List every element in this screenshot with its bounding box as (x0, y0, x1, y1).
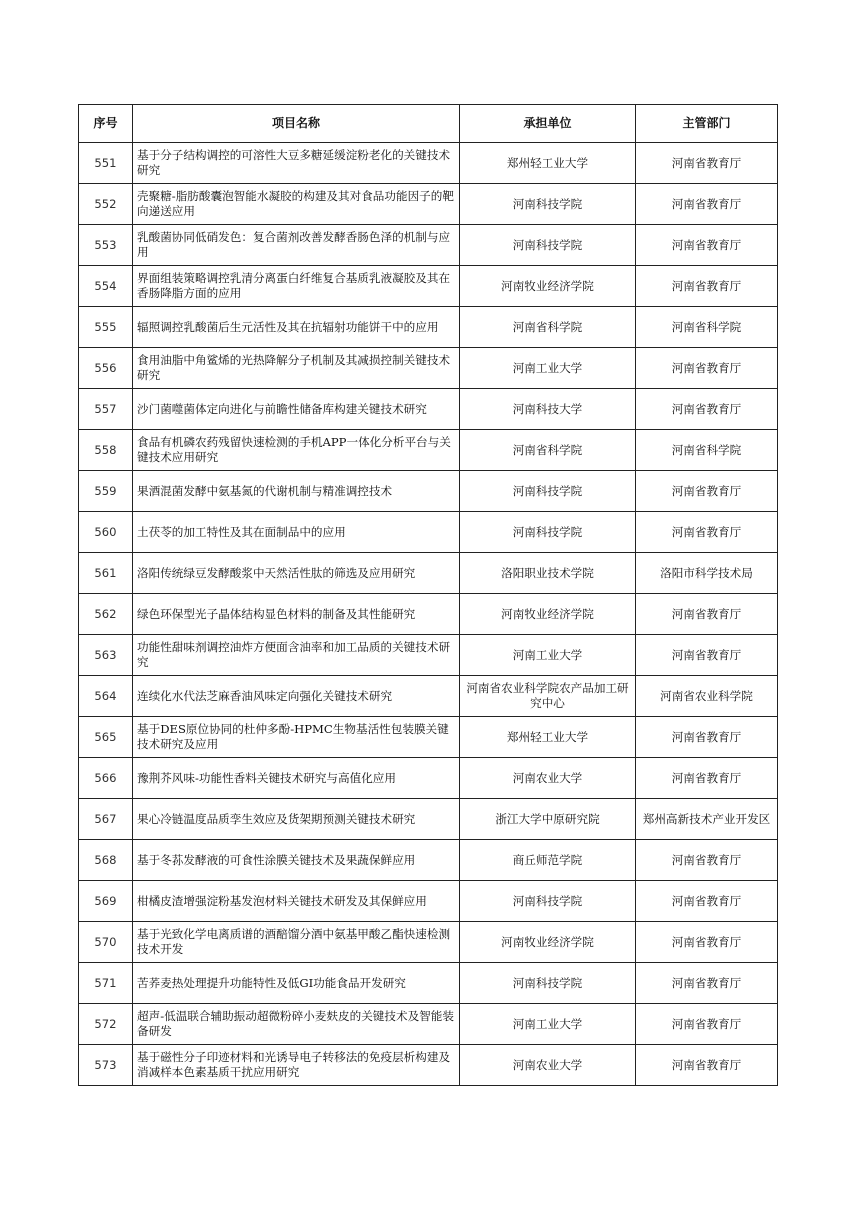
cell-unit: 洛阳职业技术学院 (460, 553, 636, 594)
table-row (79, 1045, 778, 1086)
cell-dept: 河南省教育厅 (636, 1004, 778, 1045)
table-row (79, 881, 778, 922)
cell-unit: 河南科技学院 (460, 471, 636, 512)
cell-dept: 洛阳市科学技术局 (636, 553, 778, 594)
cell-no: 561 (79, 553, 133, 594)
cell-dept: 河南省教育厅 (636, 471, 778, 512)
header-name: 项目名称 (133, 105, 460, 143)
cell-project-name: 辐照调控乳酸菌后生元活性及其在抗辐射功能饼干中的应用 (133, 307, 460, 348)
cell-no: 569 (79, 881, 133, 922)
header-no: 序号 (79, 105, 133, 143)
cell-no: 566 (79, 758, 133, 799)
table-row (79, 799, 778, 840)
table-row (79, 758, 778, 799)
cell-project-name: 柑橘皮渣增强淀粉基发泡材料关键技术研发及其保鲜应用 (133, 881, 460, 922)
table-row (79, 348, 778, 389)
cell-project-name: 食品有机磷农药残留快速检测的手机APP一体化分析平台与关键技术应用研究 (133, 430, 460, 471)
cell-project-name: 基于光致化学电离质谱的酒醅馏分酒中氨基甲酸乙酯快速检测技术开发 (133, 922, 460, 963)
cell-project-name: 壳聚糖-脂肪酸囊泡智能水凝胶的构建及其对食品功能因子的靶向递送应用 (133, 184, 460, 225)
table-row (79, 717, 778, 758)
cell-no: 555 (79, 307, 133, 348)
cell-project-name: 苦荞麦热处理提升功能特性及低GI功能食品开发研究 (133, 963, 460, 1004)
cell-project-name: 食用油脂中角鲨烯的光热降解分子机制及其减损控制关键技术研究 (133, 348, 460, 389)
cell-project-name: 果酒混菌发酵中氨基氮的代谢机制与精准调控技术 (133, 471, 460, 512)
cell-project-name: 功能性甜味剂调控油炸方便面含油率和加工品质的关键技术研究 (133, 635, 460, 676)
cell-dept: 河南省教育厅 (636, 881, 778, 922)
cell-dept: 河南省教育厅 (636, 840, 778, 881)
table-row (79, 225, 778, 266)
cell-project-name: 基于磁性分子印迹材料和光诱导电子转移法的免疫层析构建及消减样本色素基质干扰应用研究 (133, 1045, 460, 1086)
cell-dept: 郑州高新技术产业开发区 (636, 799, 778, 840)
cell-no: 572 (79, 1004, 133, 1045)
cell-unit: 河南省科学院 (460, 430, 636, 471)
cell-dept: 河南省农业科学院 (636, 676, 778, 717)
cell-project-name: 界面组装策略调控乳清分离蛋白纤维复合基质乳液凝胶及其在香肠降脂方面的应用 (133, 266, 460, 307)
cell-no: 571 (79, 963, 133, 1004)
cell-project-name: 基于冬荪发酵液的可食性涂膜关键技术及果蔬保鲜应用 (133, 840, 460, 881)
cell-unit: 河南工业大学 (460, 635, 636, 676)
cell-dept: 河南省教育厅 (636, 348, 778, 389)
cell-unit: 河南省科学院 (460, 307, 636, 348)
table-row (79, 430, 778, 471)
cell-unit: 河南科技大学 (460, 389, 636, 430)
cell-no: 562 (79, 594, 133, 635)
table-row (79, 471, 778, 512)
cell-unit: 商丘师范学院 (460, 840, 636, 881)
cell-unit: 河南科技学院 (460, 881, 636, 922)
table-row (79, 553, 778, 594)
cell-project-name: 乳酸菌协同低硝发色：复合菌剂改善发酵香肠色泽的机制与应用 (133, 225, 460, 266)
cell-dept: 河南省教育厅 (636, 143, 778, 184)
cell-no: 551 (79, 143, 133, 184)
cell-project-name: 连续化水代法芝麻香油风味定向强化关键技术研究 (133, 676, 460, 717)
cell-project-name: 绿色环保型光子晶体结构显色材料的制备及其性能研究 (133, 594, 460, 635)
cell-project-name: 果心冷链温度品质孪生效应及货架期预测关键技术研究 (133, 799, 460, 840)
table-header-row (79, 105, 778, 143)
cell-dept: 河南省教育厅 (636, 266, 778, 307)
table-row (79, 635, 778, 676)
cell-project-name: 超声-低温联合辅助振动超微粉碎小麦麸皮的关键技术及智能装备研发 (133, 1004, 460, 1045)
cell-unit: 河南牧业经济学院 (460, 266, 636, 307)
cell-dept: 河南省教育厅 (636, 225, 778, 266)
cell-dept: 河南省教育厅 (636, 184, 778, 225)
cell-unit: 河南科技学院 (460, 512, 636, 553)
cell-no: 558 (79, 430, 133, 471)
cell-dept: 河南省教育厅 (636, 635, 778, 676)
table-row (79, 307, 778, 348)
cell-dept: 河南省教育厅 (636, 758, 778, 799)
cell-no: 552 (79, 184, 133, 225)
table-row (79, 266, 778, 307)
header-dept: 主管部门 (636, 105, 778, 143)
cell-unit: 郑州轻工业大学 (460, 143, 636, 184)
table-row (79, 922, 778, 963)
cell-project-name: 豫荆芥风味-功能性香料关键技术研究与高值化应用 (133, 758, 460, 799)
cell-dept: 河南省教育厅 (636, 963, 778, 1004)
cell-no: 559 (79, 471, 133, 512)
header-unit: 承担单位 (460, 105, 636, 143)
cell-no: 568 (79, 840, 133, 881)
cell-unit: 河南农业大学 (460, 1045, 636, 1086)
table-row (79, 840, 778, 881)
cell-no: 557 (79, 389, 133, 430)
table-row (79, 1004, 778, 1045)
cell-unit: 河南科技学院 (460, 963, 636, 1004)
cell-unit: 河南科技学院 (460, 184, 636, 225)
table-row (79, 389, 778, 430)
table-row (79, 184, 778, 225)
cell-dept: 河南省教育厅 (636, 717, 778, 758)
table-body (79, 143, 778, 1086)
cell-dept: 河南省教育厅 (636, 922, 778, 963)
cell-no: 570 (79, 922, 133, 963)
cell-no: 573 (79, 1045, 133, 1086)
cell-no: 567 (79, 799, 133, 840)
cell-unit: 浙江大学中原研究院 (460, 799, 636, 840)
cell-unit: 郑州轻工业大学 (460, 717, 636, 758)
cell-unit: 河南牧业经济学院 (460, 922, 636, 963)
cell-no: 554 (79, 266, 133, 307)
table-row (79, 512, 778, 553)
cell-dept: 河南省科学院 (636, 307, 778, 348)
cell-unit: 河南工业大学 (460, 1004, 636, 1045)
cell-dept: 河南省教育厅 (636, 512, 778, 553)
cell-unit: 河南省农业科学院农产品加工研究中心 (460, 676, 636, 717)
cell-project-name: 土茯苓的加工特性及其在面制品中的应用 (133, 512, 460, 553)
cell-no: 563 (79, 635, 133, 676)
cell-unit: 河南工业大学 (460, 348, 636, 389)
cell-no: 565 (79, 717, 133, 758)
cell-no: 556 (79, 348, 133, 389)
cell-unit: 河南农业大学 (460, 758, 636, 799)
cell-dept: 河南省教育厅 (636, 594, 778, 635)
cell-dept: 河南省科学院 (636, 430, 778, 471)
cell-no: 564 (79, 676, 133, 717)
cell-unit: 河南牧业经济学院 (460, 594, 636, 635)
table-row (79, 963, 778, 1004)
project-table (78, 104, 778, 1086)
table-row (79, 594, 778, 635)
table-row (79, 676, 778, 717)
cell-project-name: 沙门菌噬菌体定向进化与前瞻性储备库构建关键技术研究 (133, 389, 460, 430)
cell-no: 560 (79, 512, 133, 553)
cell-unit: 河南科技学院 (460, 225, 636, 266)
cell-dept: 河南省教育厅 (636, 389, 778, 430)
cell-no: 553 (79, 225, 133, 266)
table-row (79, 143, 778, 184)
cell-project-name: 基于DES原位协同的杜仲多酚-HPMC生物基活性包装膜关键技术研究及应用 (133, 717, 460, 758)
cell-dept: 河南省教育厅 (636, 1045, 778, 1086)
cell-project-name: 洛阳传统绿豆发酵酸浆中天然活性肽的筛选及应用研究 (133, 553, 460, 594)
cell-project-name: 基于分子结构调控的可溶性大豆多糖延缓淀粉老化的关键技术研究 (133, 143, 460, 184)
